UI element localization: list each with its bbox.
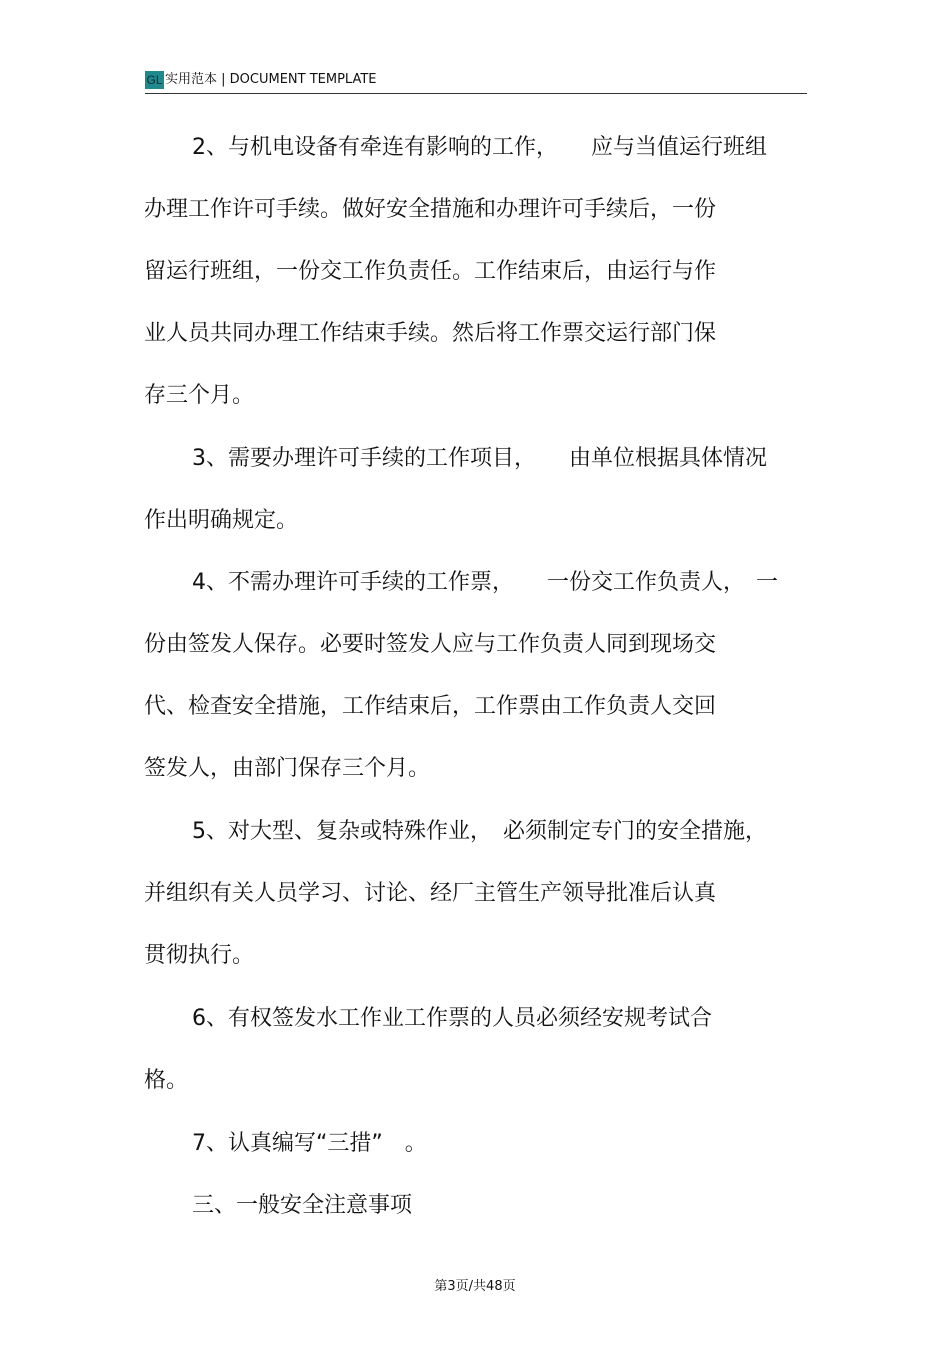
header-title: 实用范本 | DOCUMENT TEMPLATE <box>165 72 377 87</box>
paragraph-5-line-1: 5、对大型、复杂或特殊作业， 必须制定专门的安全措施， <box>192 819 767 844</box>
paragraph-3-line-2: 作出明确规定。 <box>144 508 299 533</box>
paragraph-2-line-4: 业人员共同办理工作结束手续。然后将工作票交运行部门保 <box>144 321 717 346</box>
paragraph-6-line-2: 格。 <box>144 1068 189 1093</box>
paragraph-7-line-1: 7、认真编写“三措” 。 <box>192 1131 427 1156</box>
paragraph-5-line-3: 贯彻执行。 <box>144 943 255 968</box>
paragraph-2-line-2: 办理工作许可手续。做好安全措施和办理许可手续后，一份 <box>144 197 717 222</box>
paragraph-4-line-3: 代、检查安全措施，工作结束后，工作票由工作负责人交回 <box>144 694 717 719</box>
paragraph-2-line-3: 留运行班组，一份交工作负责任。工作结束后，由运行与作 <box>144 259 717 284</box>
page-indicator: 第3页/共48页 <box>434 1279 516 1294</box>
paragraph-4-line-1: 4、不需办理许可手续的工作票， 一份交工作负责人， 一 <box>192 570 778 595</box>
paragraph-6-line-1: 6、有权签发水工作业工作票的人员必须经安规考试合 <box>192 1006 712 1031</box>
paragraph-4-line-4: 签发人，由部门保存三个月。 <box>144 756 431 781</box>
document-header <box>145 69 807 94</box>
paragraph-2-line-5: 存三个月。 <box>144 383 255 408</box>
paragraph-2-line-1: 2、与机电设备有牵连有影响的工作， 应与当值运行班组 <box>192 135 767 160</box>
section-heading: 三、一般安全注意事项 <box>192 1193 413 1218</box>
gl-logo: GL <box>146 73 163 87</box>
paragraph-4-line-2: 份由签发人保存。必要时签发人应与工作负责人同到现场交 <box>144 632 717 657</box>
paragraph-3-line-1: 3、需要办理许可手续的工作项目， 由单位根据具体情况 <box>192 446 767 471</box>
paragraph-5-line-2: 并组织有关人员学习、讨论、经厂主管生产领导批准后认真 <box>144 881 717 906</box>
